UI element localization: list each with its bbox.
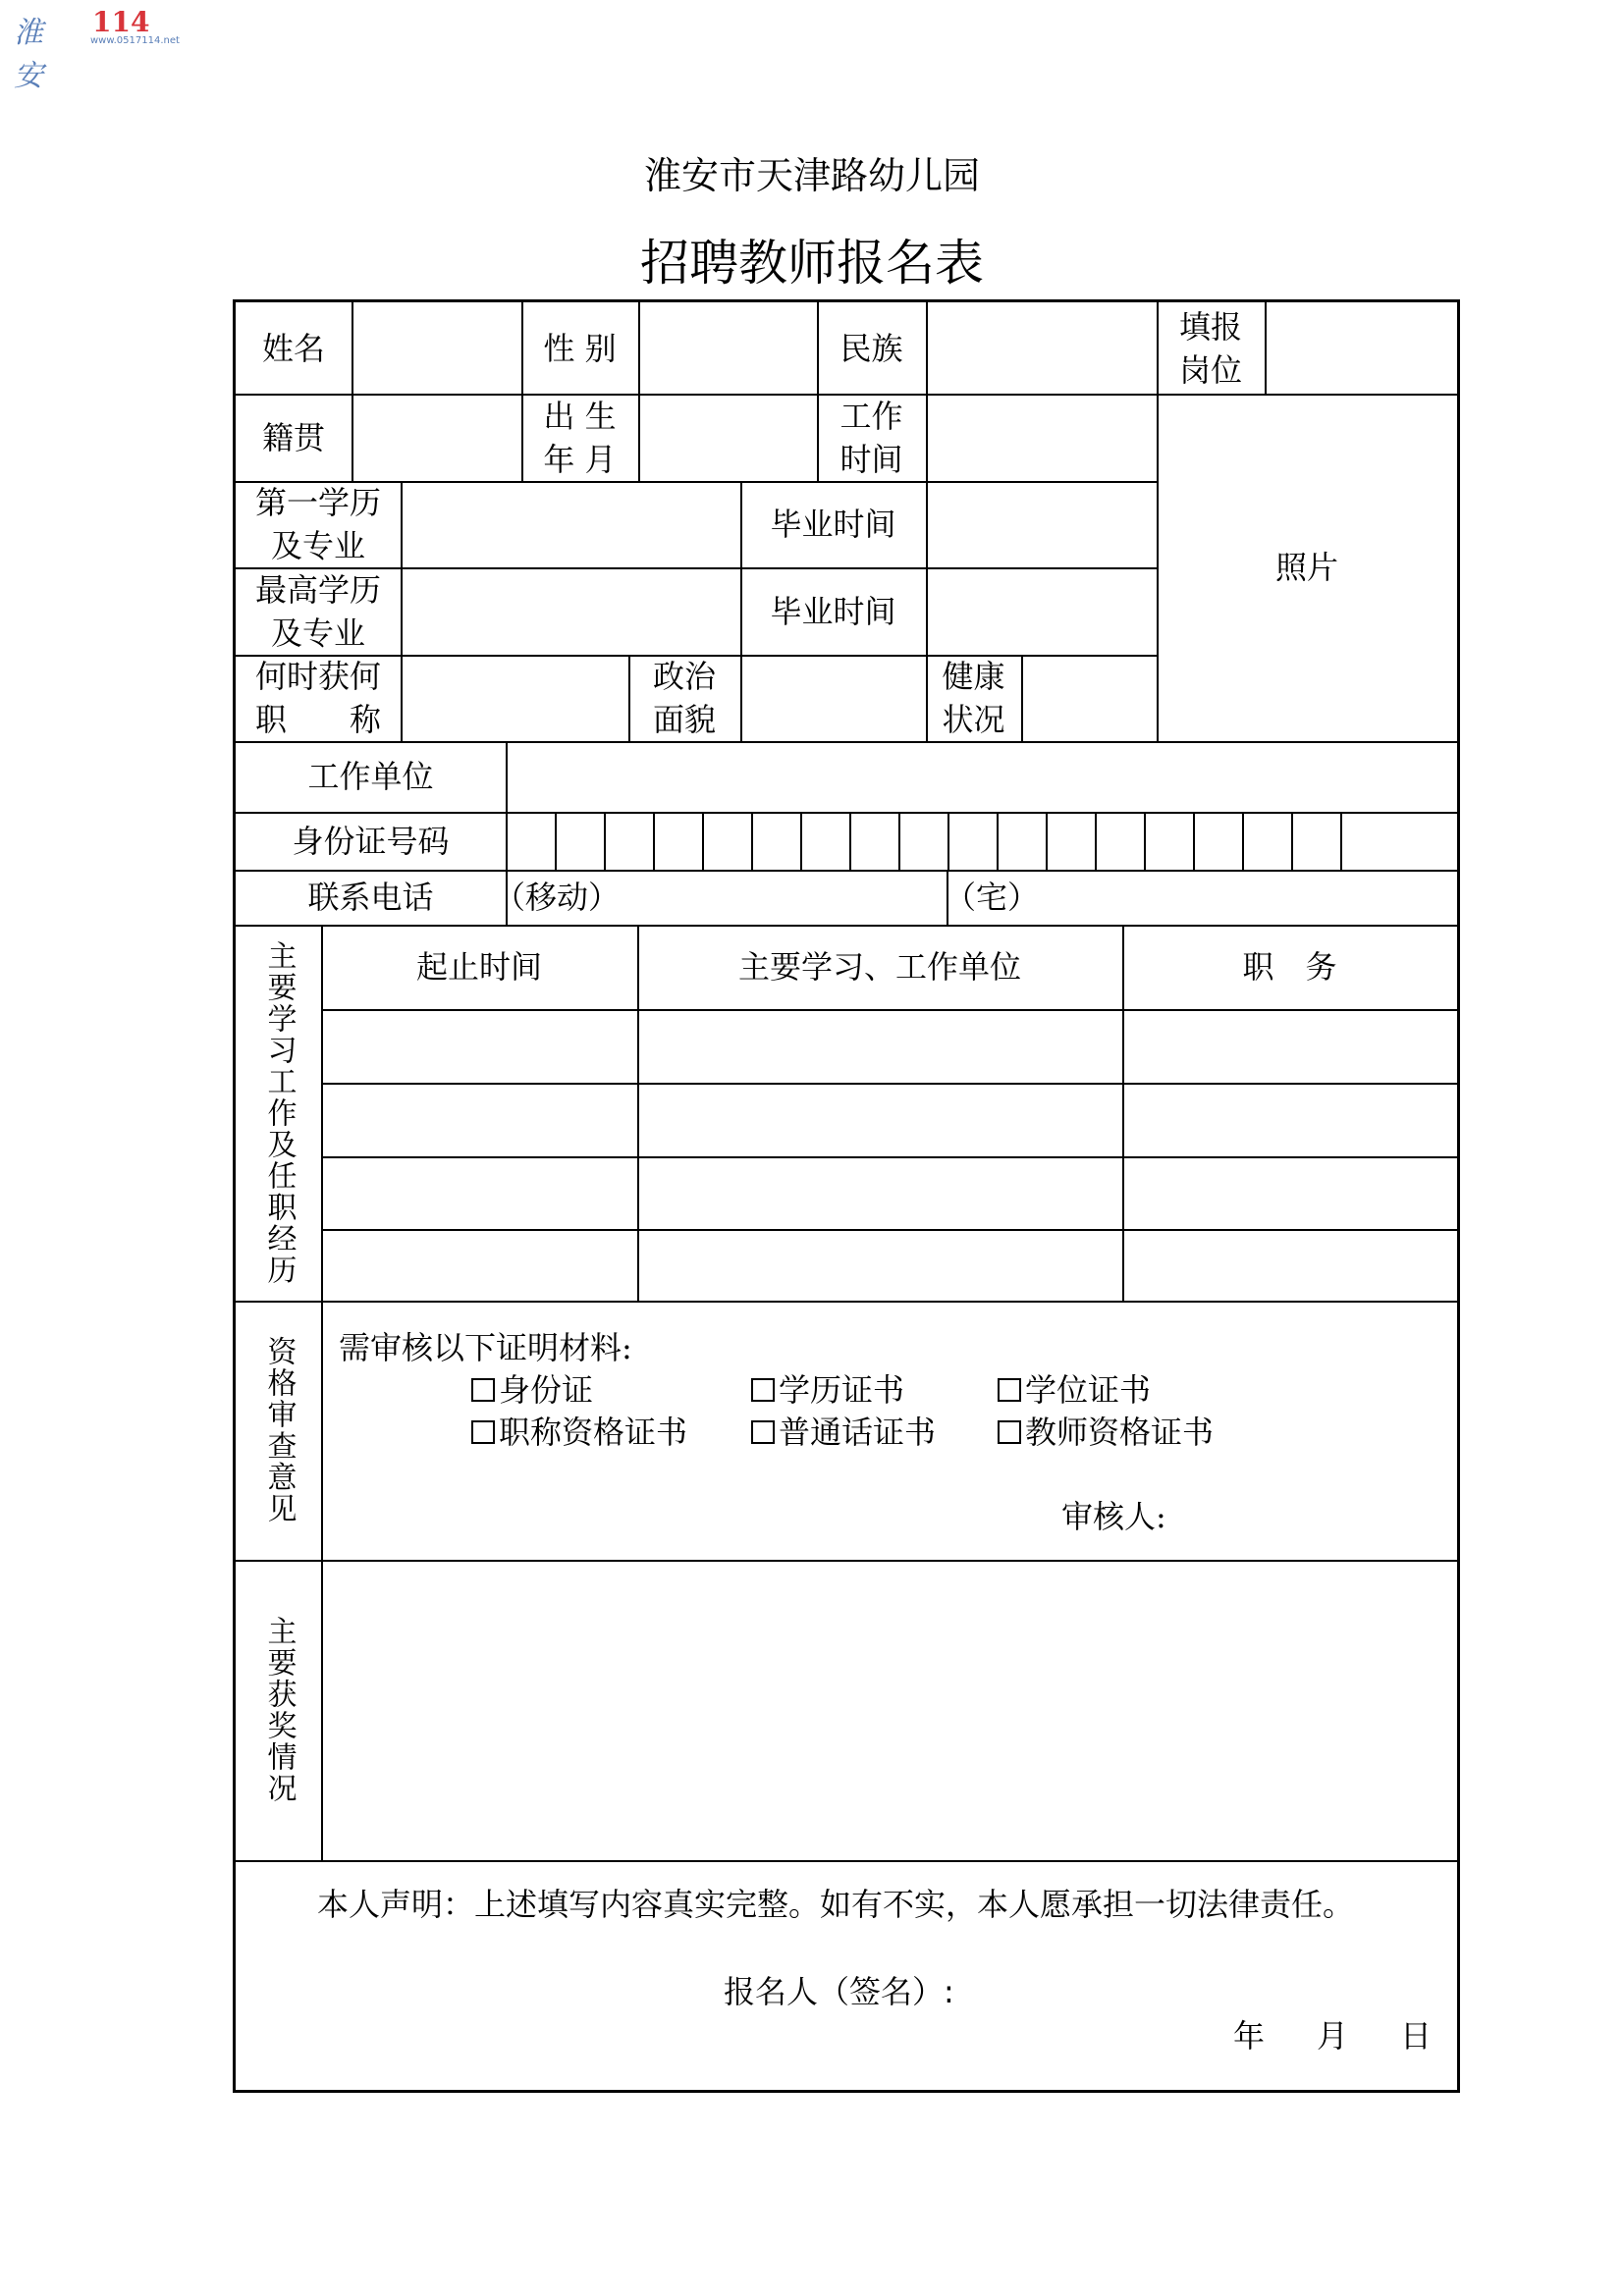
date-day: 日 [1400, 2017, 1433, 2055]
reviewer-label: 审核人: [1061, 1498, 1166, 1535]
checkbox-icon [751, 1420, 775, 1444]
check-degree[interactable]: 学位证书 [998, 1365, 1151, 1411]
history-row[interactable] [321, 1009, 1457, 1083]
mobile-field[interactable] [494, 870, 947, 925]
label-name: 姓名 [261, 329, 325, 367]
review-intro: 需审核以下证明材料: [339, 1329, 632, 1366]
history-col-period: 起止时间 [415, 948, 542, 986]
work-time-field[interactable] [926, 394, 1157, 481]
photo-area[interactable] [1157, 394, 1457, 741]
label-id-number: 身份证号码 [292, 822, 450, 860]
history-col-position: 职 务 [1242, 948, 1337, 986]
label-employer: 工作单位 [307, 758, 434, 795]
label-highest-degree: 最高学历 及专业 [254, 570, 381, 652]
checkbox-icon [998, 1378, 1021, 1402]
label-birth: 出 生 年 月 [543, 397, 617, 478]
grad-time-1-field[interactable] [926, 481, 1157, 567]
label-ethnicity: 民族 [839, 329, 903, 367]
checkbox-icon [998, 1420, 1021, 1444]
label-photo: 照片 [1274, 549, 1338, 586]
label-native-place: 籍贯 [261, 418, 325, 456]
native-place-field[interactable] [352, 394, 521, 481]
check-teacher-cert[interactable]: 教师资格证书 [998, 1408, 1214, 1453]
checkbox-icon [751, 1378, 775, 1402]
awards-section-label: 主要获奖情况 [261, 1616, 297, 1804]
home-phone-field[interactable] [947, 870, 1457, 925]
ethnicity-field[interactable] [926, 302, 1157, 394]
history-row[interactable] [321, 1083, 1457, 1156]
label-post: 填报 岗位 [1178, 307, 1242, 389]
employer-field[interactable] [506, 741, 1457, 812]
declaration-statement: 本人声明：上述填写内容真实完整。如有不实，本人愿承担一切法律责任。 [317, 1886, 1355, 1923]
check-id-card[interactable]: 身份证 [471, 1365, 593, 1411]
logo-url: www.0517114.net [90, 35, 180, 46]
awards-field[interactable] [321, 1560, 1457, 1860]
gender-field[interactable] [638, 302, 817, 394]
label-phone: 联系电话 [307, 879, 434, 916]
check-diploma[interactable]: 学历证书 [751, 1365, 904, 1411]
review-section-label: 资格审查意见 [261, 1336, 297, 1524]
id-number-field[interactable] [506, 812, 1457, 870]
org-name: 淮安市天津路幼儿园 [643, 154, 980, 197]
checkbox-icon [471, 1420, 495, 1444]
label-first-degree: 第一学历 及专业 [254, 484, 381, 564]
history-row[interactable] [321, 1156, 1457, 1229]
health-field[interactable] [1021, 655, 1157, 741]
form-title: 招聘教师报名表 [640, 235, 984, 292]
birth-field[interactable] [638, 394, 817, 481]
first-degree-field[interactable] [401, 481, 740, 567]
grad-time-2-field[interactable] [926, 567, 1157, 655]
history-section-label: 主要学习工作及任职经历 [261, 939, 297, 1286]
history-row[interactable] [321, 1229, 1457, 1301]
label-grad-time-2: 毕业时间 [770, 592, 896, 630]
check-title-cert[interactable]: 职称资格证书 [471, 1408, 687, 1453]
label-home: （宅） [945, 879, 1040, 916]
signature-label: 报名人（签名）: [724, 1973, 954, 2010]
post-field[interactable] [1265, 302, 1457, 394]
logo-number: 114 [92, 6, 150, 38]
label-health: 健康 状况 [942, 658, 1005, 738]
history-col-unit: 主要学习、工作单位 [737, 948, 1021, 986]
checkbox-icon [471, 1378, 495, 1402]
label-political: 政治 面貌 [652, 658, 716, 738]
registration-form [233, 299, 1460, 2093]
label-professional-title: 何时获何 职 称 [254, 658, 381, 738]
date-month: 月 [1317, 2017, 1349, 2055]
logo-name: 淮安 [14, 16, 41, 93]
political-field[interactable] [740, 655, 926, 741]
highest-degree-field[interactable] [401, 567, 740, 655]
label-gender: 性 别 [543, 329, 617, 367]
check-mandarin-cert[interactable]: 普通话证书 [751, 1408, 936, 1453]
professional-title-field[interactable] [401, 655, 628, 741]
label-work-time: 工作 时间 [839, 397, 903, 478]
name-field[interactable] [352, 302, 521, 394]
label-mobile: （移动） [494, 879, 621, 916]
date-year: 年 [1233, 2017, 1266, 2055]
label-grad-time-1: 毕业时间 [770, 506, 896, 543]
